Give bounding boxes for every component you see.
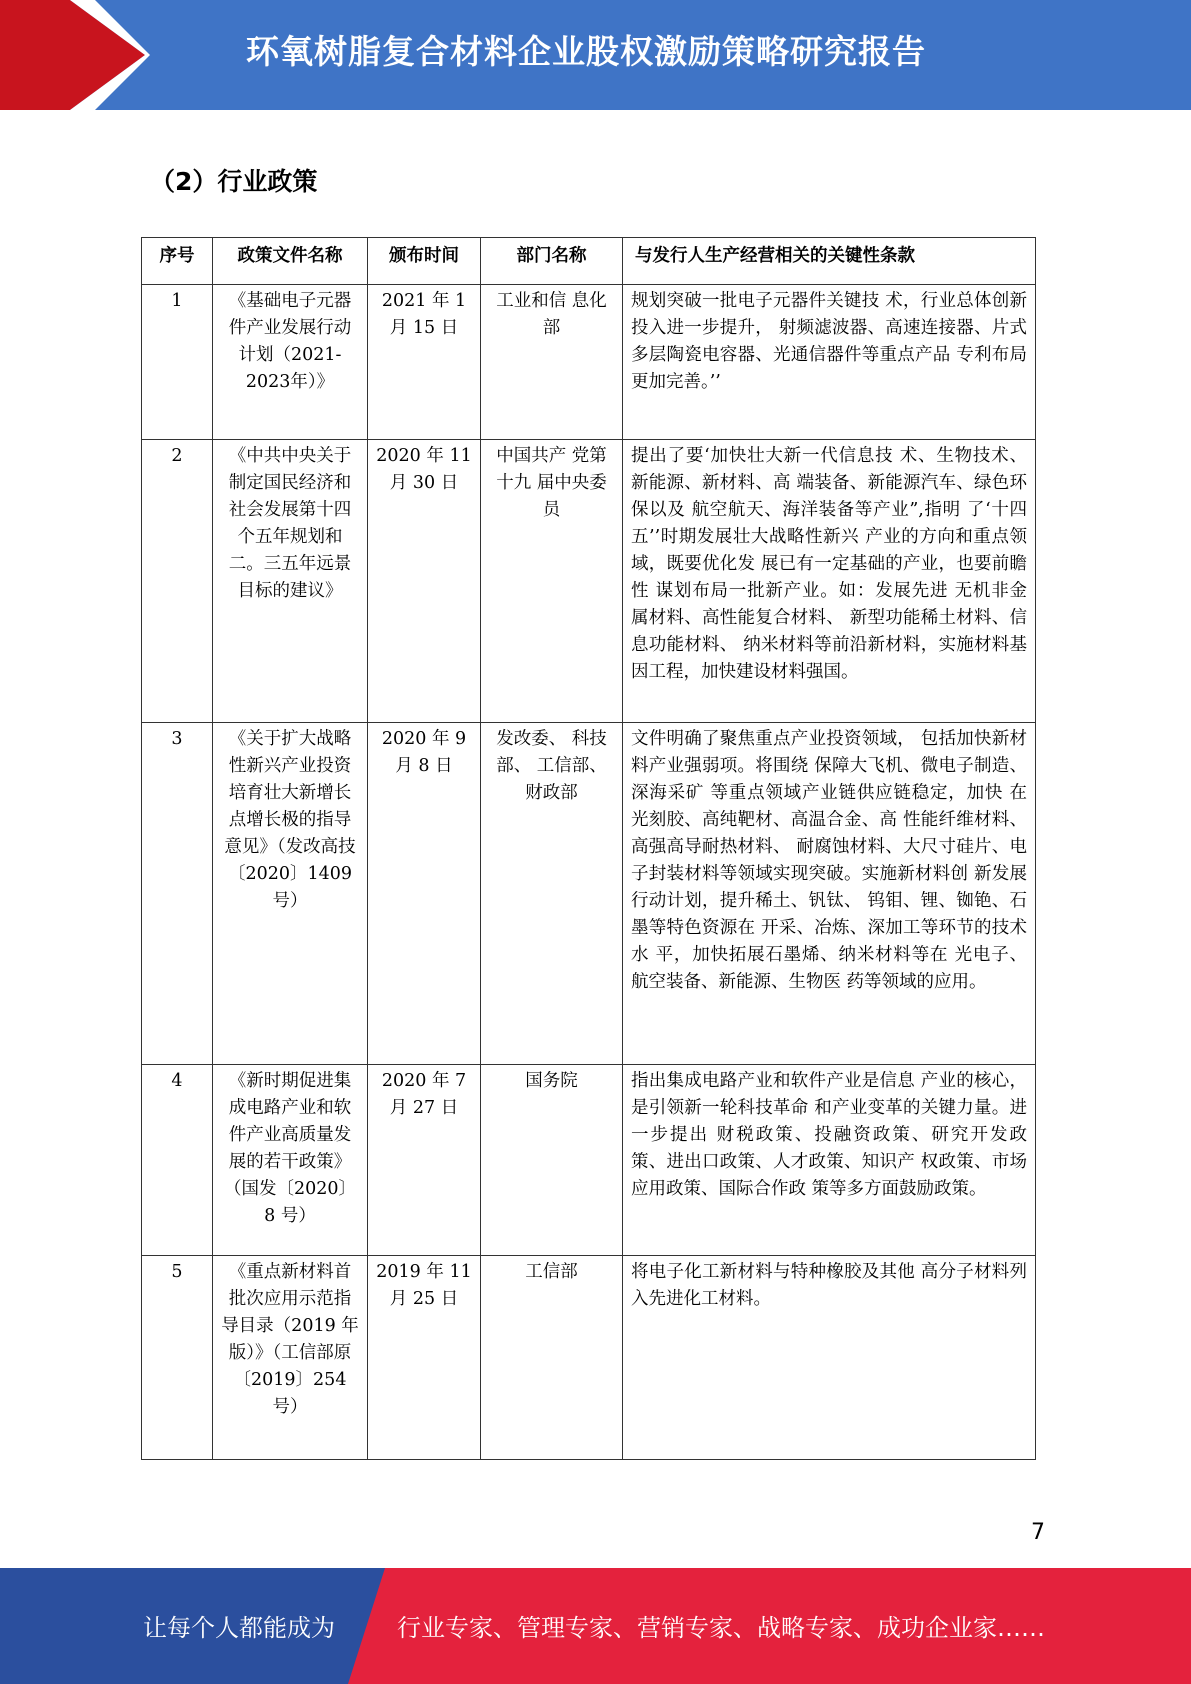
table-row [142,1065,1036,1256]
table-row [142,440,1036,723]
cell-policy-name: 《新时期促进集成电路产业和软件产业高质量发展的若干政策》（国发〔2020〕 8 号） [213,1065,368,1256]
column-header-name: 政策文件名称 [213,238,368,285]
cell-date: 2021 年 1 月 15 日 [368,285,481,440]
policy-table [141,237,1036,1460]
cell-clause: 指出集成电路产业和软件产业是信息 产业的核心，是引领新一轮科技革命 和产业变革的关键力量。进一步提出 财税政策、投融资政策、研究开发政 策、进出口政策、人才政策、知识产 权政策、市场应用政策、国际合作政 策等多方面鼓励政策。 [623,1065,1036,1256]
cell-clause: 规划突破一批电子元器件关键技 术，行业总体创新投入进一步提升， 射频滤波器、高速连接器、片式多层陶瓷电容器、光通信器件等重点产品 专利布局更加完善。’’ [623,285,1036,440]
report-title: 环氧树脂复合材料企业股权激励策略研究报告 [246,32,926,71]
header-banner [0,0,1191,110]
cell-policy-name: 《中共中央关于制定国民经济和社会发展第十四个五年规划和二。三五年远景目标的建议》 [213,440,368,723]
table-row [142,723,1036,1065]
section-heading: （2）行业政策 [150,167,318,196]
table-header-row [142,238,1036,285]
column-header-date: 颁布时间 [368,238,481,285]
column-header-dept: 部门名称 [481,238,623,285]
cell-dept: 工业和信 息化部 [481,285,623,440]
footer-banner [0,1568,1191,1684]
footer-slogan-left: 让每个人都能成为 [143,1614,335,1642]
cell-no: 2 [142,440,213,723]
cell-dept: 工信部 [481,1256,623,1460]
cell-dept: 发改委、 科技部、 工信部、 财政部 [481,723,623,1065]
cell-policy-name: 《重点新材料首批次应用示范指导目录（2019 年版）》（工信部原〔2019〕254 号） [213,1256,368,1460]
cell-dept: 中国共产 党第十九 届中央委 员 [481,440,623,723]
cell-no: 4 [142,1065,213,1256]
cell-policy-name: 《关于扩大战略性新兴产业投资培育壮大新增长点增长极的指导意见》（发改高技〔2020〕1409 号） [213,723,368,1065]
table-row [142,1256,1036,1460]
page-number: 7 [1031,1520,1045,1545]
cell-no: 1 [142,285,213,440]
cell-clause: 将电子化工新材料与特种橡胶及其他 高分子材料列入先进化工材料。 [623,1256,1036,1460]
column-header-clause: 与发行人生产经营相关的关键性条款 [623,238,1036,285]
cell-date: 2020 年 7 月 27 日 [368,1065,481,1256]
cell-clause: 提出了要‘加快壮大新一代信息技 术、生物技术、新能源、新材料、高 端装备、新能源汽车、绿色环保以及 航空航天、海洋装备等产业”,指明 了‘十四五’’时期发展壮大战略性新兴 产业的方向和重点领域，既要优化发 展已有一定基础的产业，也要前瞻性 谋划布局一批新产业。如：发展先进 无机非金属材料、高性能复合材料、 新型功能稀土材料、信息功能材料、 纳米材料等前沿新材料，实施材料基 因工程，加快建设材料强国。 [623,440,1036,723]
footer-slogan-right: 行业专家、管理专家、营销专家、战略专家、成功企业家…… [397,1614,1045,1642]
cell-policy-name: 《基础电子元器件产业发展行动计划（2021-2023年）》 [213,285,368,440]
cell-no: 5 [142,1256,213,1460]
table-row [142,285,1036,440]
column-header-no: 序号 [142,238,213,285]
cell-dept: 国务院 [481,1065,623,1256]
cell-date: 2020 年 11 月 30 日 [368,440,481,723]
cell-clause: 文件明确了聚焦重点产业投资领域， 包括加快新材料产业强弱项。将围绕 保障大飞机、微电子制造、深海采矿 等重点领域产业链供应链稳定，加快 在光刻胶、高纯靶材、高温合金、高 性能纤维材料、高强高导耐热材料、 耐腐蚀材料、大尺寸硅片、电子封装材料等领域实现突破。实施新材料创 新发展行动计划，提升稀土、钒钛、 钨钼、锂、铷铯、石墨等特色资源在 开采、冶炼、深加工等环节的技术水 平，加快拓展石墨烯、纳米材料等在 光电子、航空装备、新能源、生物医 药等领域的应用。 [623,723,1036,1065]
cell-date: 2019 年 11 月 25 日 [368,1256,481,1460]
cell-date: 2020 年 9 月 8 日 [368,723,481,1065]
cell-no: 3 [142,723,213,1065]
